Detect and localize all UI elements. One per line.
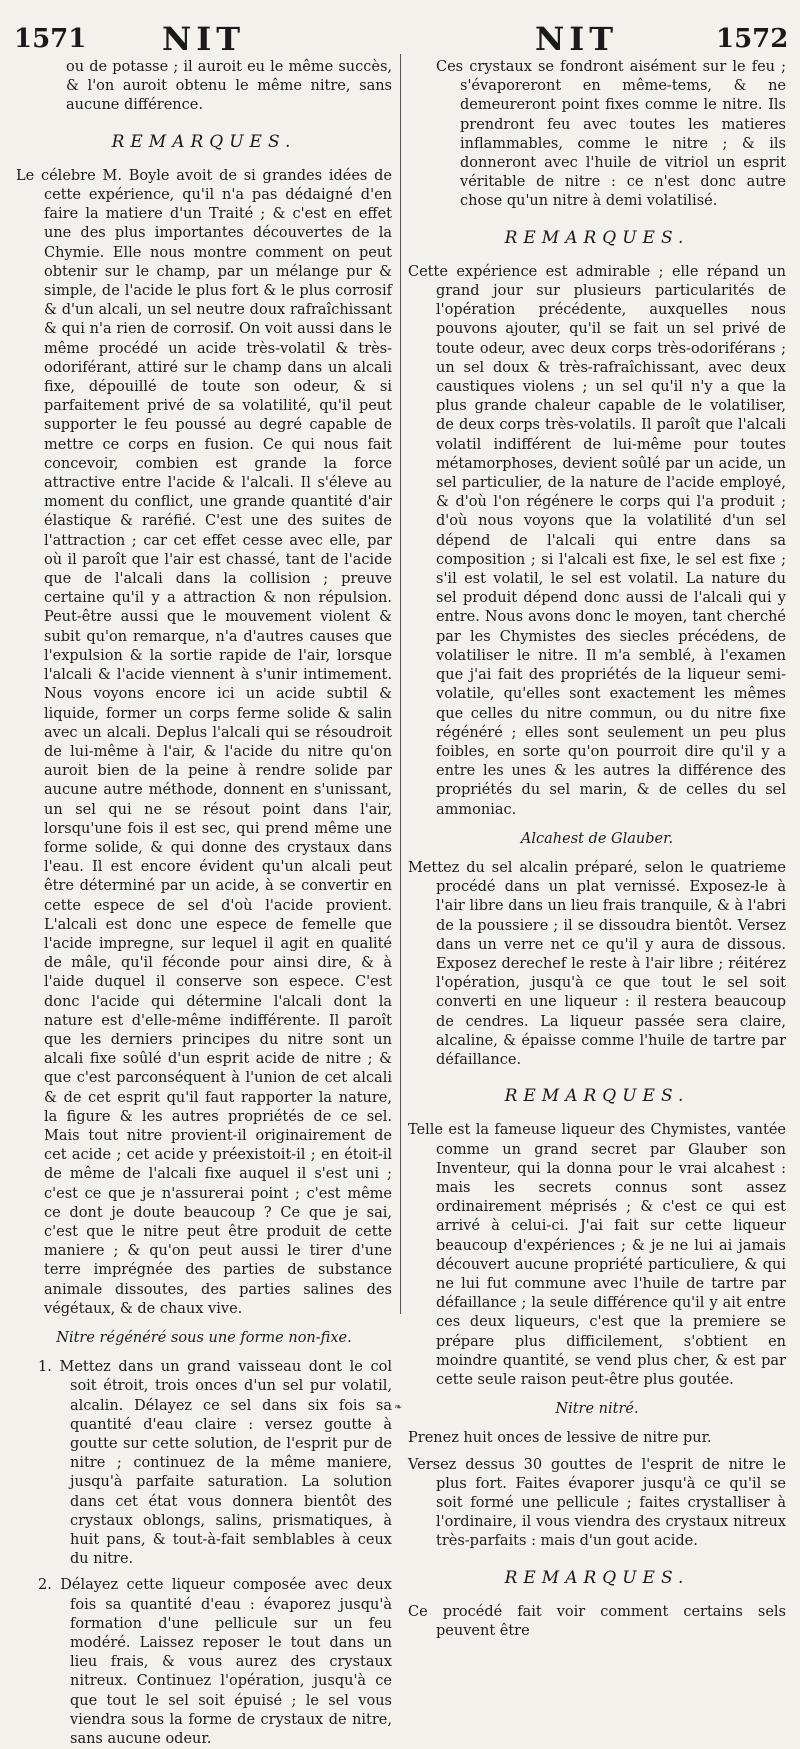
remarques-paragraph: Le célebre M. Boyle avoit de si grandes idées de cette expérience, qu'il n'a pas dédaigné d'en faire la matiere d'un Traité ; & c'est en effet une des plus importantes découvertes de la Chymie. Elle nous montre comment on peut obtenir sur le champ, par un mélange pur & simple, de l'acide le plus fort & le plus corrosif & d'un alcali, un sel neutre doux rafraîchissant & qui n'a rien de corrosif. On voit aussi dans le même procédé un acide très-volatil & très-odoriférant, attiré sur le champ dans un alcali fixe, dépouillé de toute son odeur, & si parfaitement privé de sa volatilité, qu'il peut supporter le feu poussé au degré capable de mettre ce corps en fusion. Ce qui nous fait concevoir, combien est grande la force attractive entre l'acide & l'alcali. Il s'éleve au moment du conflict, une grande quantité d'air élastique & raréfié. C'est une des suites de l'attraction ; car cet effet cesse avec elle, par où il paroît que l'air est chassé, tant de l'acide que de l'alcali dans la collision ; preuve certaine qu'il y a attraction & non répulsion. Peut-être aussi que le mouvement violent & subit qu'on remarque, n'a d'autres causes que l'expulsion & la sortie rapide de l'air, lorsque l'alcali & l'acide viennent à s'unir intimement. Nous voyons encore ici un acide subtil & liquide, former un corps ferme solide & salin avec un alcali. Deplus l'alcali qui se résoudroit de lui-même à l'air, & l'acide du nitre qu'on auroit bien de la peine à rendre solide par aucune autre méthode, donnent en s'unissant, un sel qui ne se résout point dans l'air, lorsqu'une fois il est sec, qui prend même une forme solide, & qui donne des crystaux dans l'eau. Il est encore évident qu'un alcali peut être déterminé par un acide, à se convertir en cette espece de sel d'où l'acide provient. L'alcali est donc une espece de femelle que l'acide impregne, sur lequel il agit en qualité de mâle, qu'il féconde pour ainsi dire, & à l'aide duquel il conserve son espece. C'est donc l'acide qui détermine l'alcali dont la nature est d'elle-même indifférente. Il paroît que les derniers principes du nitre sont un alcali fixe soûlé d'un esprit acide de nitre ; & que c'est parconséquent à l'union de cet alcali & de cet esprit qu'il faut rapporter la nature, la figure & les autres propriétés de ce sel. Mais tout nitre provient-il originairement de cet acide ; cet acide y préexistoit-il ; en étoit-il de même de l'alcali fixe auquel il s'est uni ; c'est ce que je n'assurerai point ; c'est même ce dont je doute beaucoup ? Ce que je sai, c'est que le nitre peut être produit de cette maniere ; & qu'on peut aussi le tirer d'une terre imprégnée des parties de substance animale dissoutes, des parties salines des végétaux, & de chaux vive. <box>16 167 392 1317</box>
section-heading: Nitre régénéré sous une forme non-fixe. <box>56 1330 352 1346</box>
section-heading: Nitre nitré. <box>555 1401 639 1418</box>
column-divider <box>400 54 401 1314</box>
remarques-heading: REMARQUES. <box>504 1086 690 1107</box>
right-running-head: NIT <box>535 20 619 58</box>
remarques-paragraph: Telle est la fameuse liqueur des Chymistes, vantée comme un grand secret par Glauber son Inventeur, qui la donna pour le vrai alcahest : mais les secrets connus sont assez ordinairement méprisés ; & c'est ce qui est arrivé à celui-ci. J'ai fait sur cette liqueur beaucoup d'expériences ; & je ne lui ai jamais découvert aucune propriété particuliere, & qui ne lui fut commune avec l'huile de tartre par défaillance ; la seule différence qu'il y ait entre ces deux liqueurs, c'est que la premiere se prépare plus difficilement, s'obtient en moindre quantité, se vend plus cher, & est par cette seule raison peut-être plus goutée. <box>408 1122 786 1388</box>
numbered-step-1: 1. Mettez dans un grand vaisseau dont le col soit étroit, trois onces d'un sel pur volatil, alcalin. Délayez ce sel dans six fois sa quantité d'eau claire : versez goutte à goutte sur cette solution, de l'esprit pur de nitre ; continuez de la même maniere, jusqu'à parfaite saturation. La solution dans cet état vous donnera bientôt des crystaux oblongs, salins, prismatiques, à huit pans, & tout-à-fait semblables à ceux du nitre. <box>38 1359 392 1568</box>
numbered-step-2: 2. Délayez cette liqueur composée avec deux fois sa quantité d'eau : évaporez jusqu'à formation d'une pellicule sur un feu modéré. Laissez reposer le tout dans un lieu frais, & vous aurez des crystaux nitreux. Continuez l'opération, jusqu'à ce que tout le sel soit épuisé ; le sel vous viendra sous la forme de crystaux de nitre, sans aucune odeur. <box>38 1577 392 1748</box>
right-column <box>408 58 786 1641</box>
section-heading: Alcahest de Glauber. <box>520 830 674 847</box>
remarques-paragraph: Ce procédé fait voir comment certains sels peuvent être <box>408 1603 786 1640</box>
left-page-number: 1571 <box>14 24 87 54</box>
right-page-number: 1572 <box>716 24 789 54</box>
procedure-paragraph: Mettez du sel alcalin préparé, selon le quatrieme procédé dans un plat vernissé. Exposez-le à l'air libre dans un lieu frais tranquile, & à l'abri de la poussiere ; il se dissoudra bientôt. Versez dans un verre net ce qu'il y aura de dissous. Exposez derechef le reste à l'air libre ; réitérez l'opération, jusqu'à ce que tout le sel soit converti en une liqueur : il restera beaucoup de cendres. La liqueur passée sera claire, alcaline, & épaisse comme l'huile de tartre par défaillance. <box>408 859 786 1068</box>
left-column <box>16 58 392 1749</box>
left-running-head: NIT <box>162 20 246 58</box>
continued-text: Ces crystaux se fondront aisément sur le feu ; s'évaporeront en même-tems, & ne demeureront point fixes comme le nitre. Ils prendront feu avec toutes les matieres inflammables, comme le nitre ; & ils donneront avec l'huile de vitriol un esprit véritable de nitre : ce n'est donc autre chose qu'un nitre à demi volatilisé. <box>436 59 786 210</box>
ornament-icon: ❧ <box>394 1402 403 1413</box>
procedure-paragraph: Prenez huit onces de lessive de nitre pur. <box>408 1430 712 1447</box>
remarques-paragraph: Cette expérience est admirable ; elle répand un grand jour sur plusieurs particularités de l'opération précédente, auxquelles nous pouvons ajouter, qu'il se fait un sel privé de toute odeur, avec deux corps très-odoriférans ; un sel doux & très-rafraîchissant, avec deux caustiques violens ; un sel qu'il n'y a que la plus grande chaleur capable de le volatiliser, de deux corps très-volatils. Il paroît que l'alcali volatil indifférent de lui-même pour toutes métamorphoses, devient soûlé par un acide, un sel particulier, de la nature de l'acide employé, & d'où l'on régénere le corps qui l'a produit ; d'où nous voyons que la volatilité d'un sel dépend de l'alcali qui entre dans sa composition ; si l'alcali est fixe, le sel est fixe ; s'il est volatil, le sel est volatil. La nature du sel produit dépend donc aussi de l'alcali qui y entre. Nous avons donc le moyen, tant cherché par les Chymistes des siecles précédens, de volatiliser le nitre. Il m'a semblé, à l'examen que j'ai fait des propriétés de la liqueur semi-volatile, qu'elles sont exactement les mêmes que celles du nitre commun, ou du nitre fixe régénéré ; elles sont seulement un peu plus foibles, en sorte qu'on pourroit dire qu'il y a entre les unes & les autres la différence des propriétés du sel marin, & de celles du sel ammoniac. <box>408 263 786 818</box>
continued-text: ou de potasse ; il auroit eu le même succès, & l'on auroit obtenu le même nitre, sans aucune différence. <box>66 59 392 114</box>
procedure-paragraph: Versez dessus 30 gouttes de l'esprit de nitre le plus fort. Faites évaporer jusqu'à ce qu'il se soit formé une pellicule ; faites crystalliser à l'ordinaire, il vous viendra des crystaux nitreux très-parfaits : mais d'un gout acide. <box>408 1456 786 1550</box>
remarques-heading: REMARQUES. <box>111 131 297 152</box>
remarques-heading: REMARQUES. <box>504 1567 690 1588</box>
remarques-heading: REMARQUES. <box>504 227 690 248</box>
